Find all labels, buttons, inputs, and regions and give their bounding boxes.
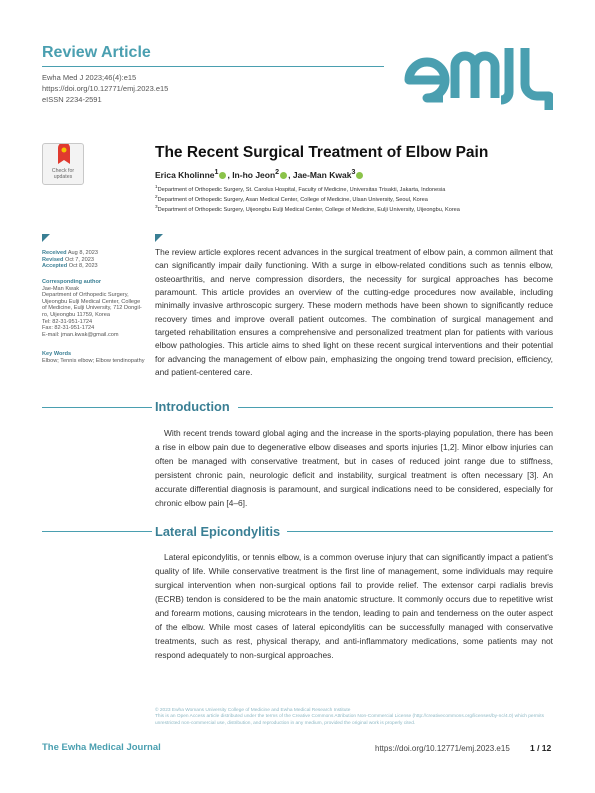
eissn: eISSN 2234-2591 — [42, 95, 102, 104]
check-for-updates-label: Check for updates — [51, 168, 75, 180]
orcid-icon[interactable] — [280, 172, 287, 179]
article-history: Received Aug 8, 2023 Revised Oct 7, 2023 Accepted Oct 8, 2023 — [42, 250, 98, 270]
copyright-notice: © 2023 Ewha Womans University College of Medicine and Ewha Medical Research Institute This is an Open Access article distributed under the terms of the Creative Commons Attribution Non-Commercial License (http://creativecommons.org/licenses/by-nc/4.0) which permits unrestricted non-commercial use, distribution, and reproduction in any medium, provided the original work is properly cited. — [155, 708, 544, 726]
author-sup: 3 — [351, 168, 356, 176]
article-doi[interactable]: https://doi.org/10.12771/emj.2023.e15 — [42, 84, 169, 93]
author-sup: 2 — [275, 168, 280, 176]
author-sup: 1 — [214, 168, 219, 176]
header-divider — [42, 66, 384, 67]
author-name: In-ho Jeon — [232, 169, 276, 180]
journal-name: The Ewha Medical Journal — [42, 742, 161, 753]
introduction-text: With recent trends toward global aging and the increase in the sports-playing population, there has been a rise in elbow pain due to degenerative elbow diseases and sports injuries [1,2]. Minor elbow injuries can often be managed with conservative treatment, but in cases of reduced joint range due to stiffness, persistent chronic pain, neurologic deficit and instability, surgical treatment is often necessary [3]. An accurate differential diagnosis is paramount, and surgical indications need to be considered, especially for chronic elbow pain [4–6]. — [155, 428, 553, 509]
lateral-epicondylitis-text: Lateral epicondylitis, or tennis elbow, is a common overuse injury that can significantly impact a patient's quality of life. While conservative treatment is the first line of management, some individuals may require surgical intervention when non-surgical options fail to provide relief. The extensor carpi radialis brevis (ECRB) tendon is considered to be the main anatomic structure. It commonly occurs due to repetitive wrist and forearm motions, causing microtears in the tendon, leading to pain and tenderness on the outer aspect of the elbow. While most cases of lateral epicondylitis can be successfully managed with conservative treatments, such as rest, physical therapy, and anti-inflammatory medications, some patients may not respond adequately to non-surgical approaches. — [155, 552, 553, 661]
abstract-marker-icon — [155, 234, 163, 242]
sidebar-marker-icon — [42, 234, 50, 242]
section-heading-lateral-epicondylitis: Lateral Epicondylitis — [155, 524, 281, 539]
abstract-text: The review article explores recent advances in the surgical treatment of elbow pain, a common ailment that can significantly impair daily functioning. With a surge in elbow-related conditions such as tennis elbow, osteoarthritis, and nerve compression disorders, the necessity for surgical approaches has become paramount. This article provides an overview of the cutting-edge procedures now available, including minimally invasive arthroscopic surgery. These modern methods have been shown to significantly reduce recovery times and improve overall patient outcomes. The combination of surgical management and targeted rehabilitation ensures a comprehensive and personalized treatment plan for patients with various elbow pathologies. This article aims to shed light on these recent surgical interventions and their potential for advancing the management of elbow pain, emphasizing the ongoing trend toward precision, efficiency, and patient-centered care. — [155, 247, 553, 378]
author-list: Erica Kholinne$^1$ , In-ho Jeon$^2$ , Jae-Man Kwak$^3$ — [155, 168, 364, 180]
section-divider — [238, 407, 553, 408]
footer-doi[interactable]: https://doi.org/10.12771/emj.2023.e15 — [375, 744, 510, 753]
section-divider — [42, 531, 152, 532]
article-type: Review Article — [42, 44, 151, 61]
keywords: Key Words Elbow; Tennis elbow; Elbow tendinopathy — [42, 351, 145, 364]
page-number: 1 / 12 — [530, 743, 552, 753]
corresponding-author: Corresponding author Jae-Man Kwak Department of Orthopedic Surgery, Uijeongbu Eulji Medical Center, College of Medicine, Eulji University, 712 Dongil-ro, Uijeongbu 11759, Korea Tel: 82-31-951-1724 Fax: 82-31-951-1724 E-mail: jman.kwak@gmail.com — [42, 279, 146, 338]
affiliation: $^2$Department of Orthopedic Surgery, Asan Medical Center, College of Medicine, Ulsan University, Seoul, Korea — [155, 194, 428, 203]
author-email[interactable]: E-mail: jman.kwak@gmail.com — [42, 331, 119, 338]
journal-reference: Ewha Med J 2023;46(4):e15 — [42, 73, 137, 82]
section-divider — [42, 407, 152, 408]
emj-logo — [403, 40, 553, 112]
affiliation: $^1$Department of Orthopedic Surgery, St. Carolus Hospital, Faculty of Medicine, Universitas Trisakti, Jakarta, Indonesia — [155, 184, 446, 193]
section-divider — [287, 531, 553, 532]
section-heading-introduction: Introduction — [155, 399, 230, 414]
affiliation: $^3$Department of Orthopedic Surgery, Uijeongbu Eulji Medical Center, College of Medicine, Eulji University, Uijeongbu, Korea — [155, 204, 460, 213]
article-title: The Recent Surgical Treatment of Elbow Pain — [155, 144, 489, 161]
author-name: Jae-Man Kwak — [292, 169, 352, 180]
orcid-icon[interactable] — [356, 172, 363, 179]
orcid-icon[interactable] — [219, 172, 226, 179]
bookmark-icon — [43, 144, 85, 170]
author-name: Erica Kholinne — [155, 169, 215, 180]
